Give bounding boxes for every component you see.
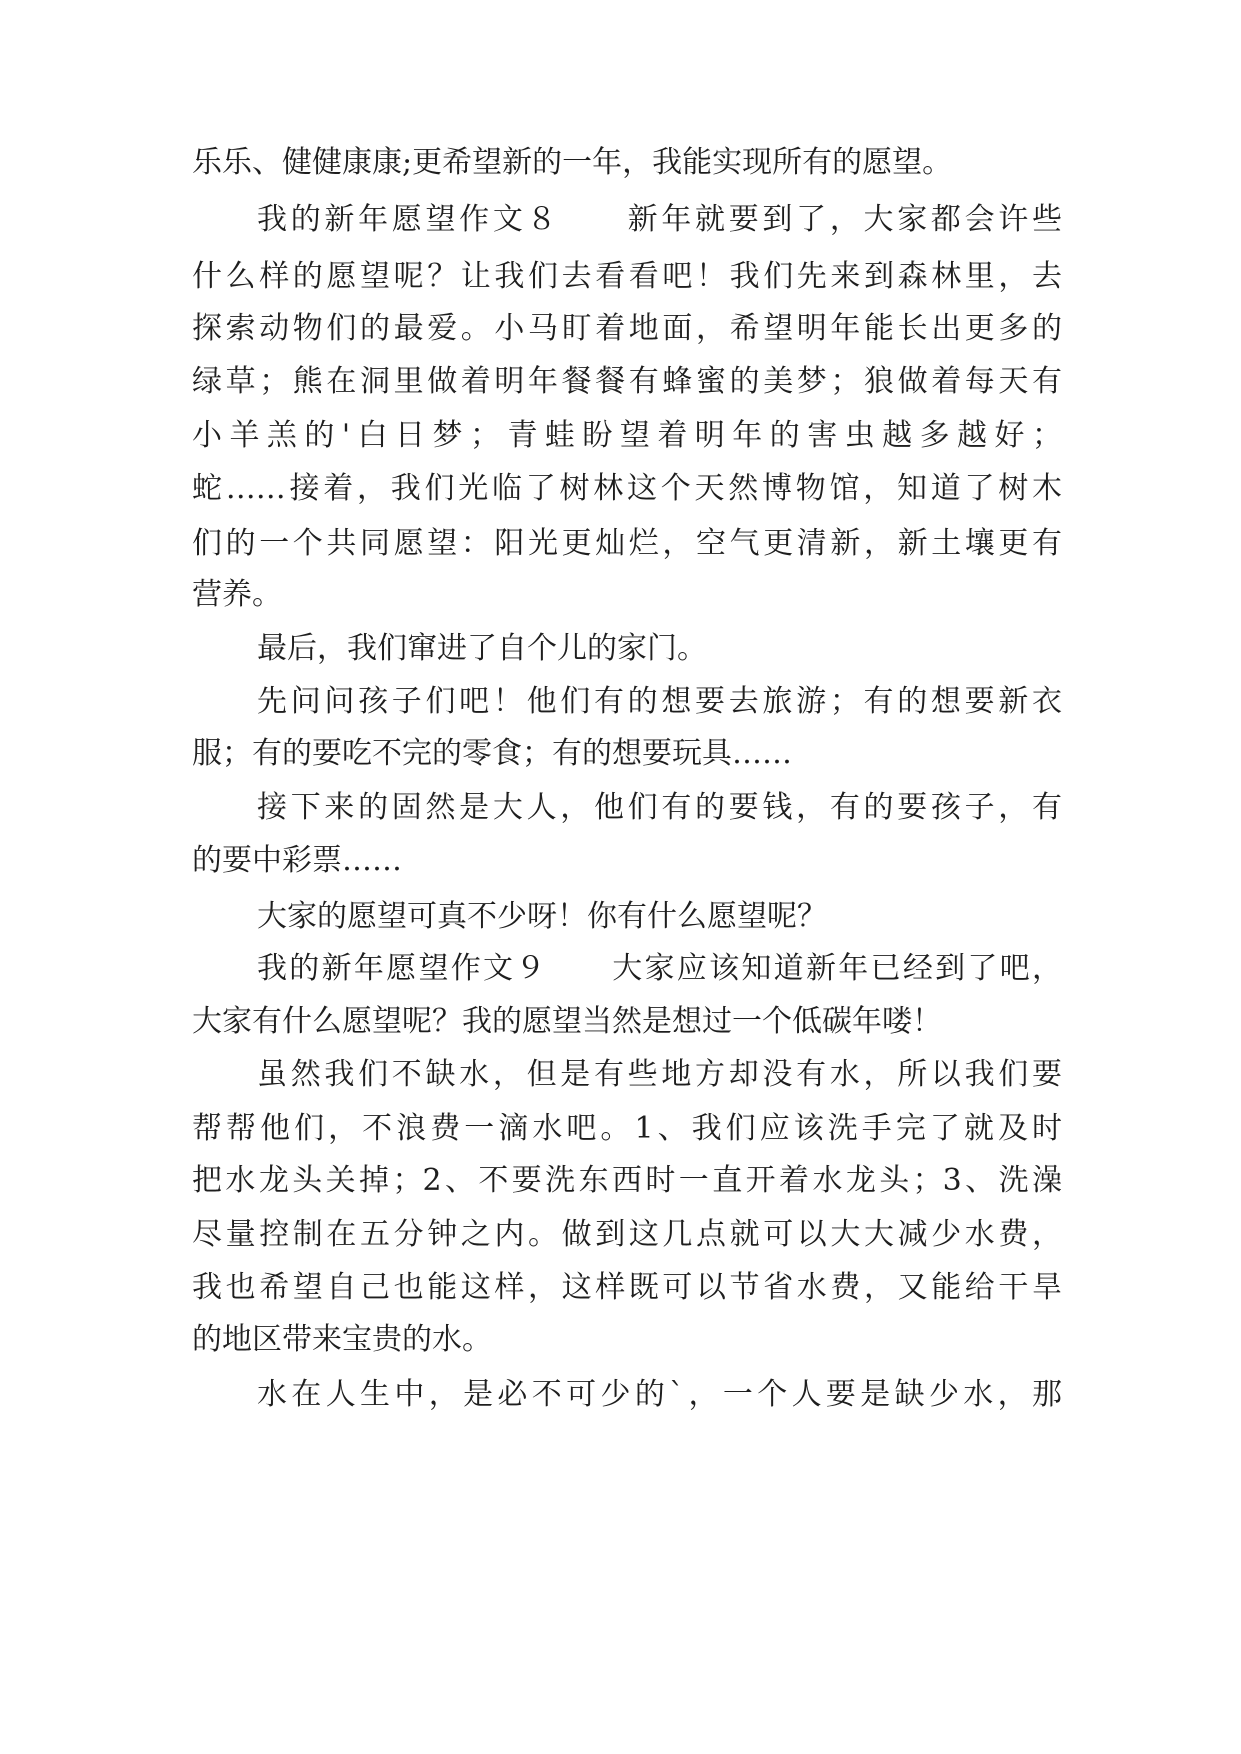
text-line: 最后，我们窜进了自个儿的家门。 [257,631,707,666]
text-line: 接下来的固然是大人，他们有的要钱，有的要孩子，有 [257,790,1062,825]
text-line: 大家的愿望可真不少呀！你有什么愿望呢？ [257,899,827,934]
text-line: 什么样的愿望呢？让我们去看看吧！我们先来到森林里，去 [192,259,1062,294]
text-line: 先问问孩子们吧！他们有的想要去旅游；有的想要新衣 [257,684,1062,719]
text-line: 把水龙头关掉；2、不要洗东西时一直开着水龙头；3、洗澡 [192,1163,1062,1198]
text-line: 探索动物们的最爱。小马盯着地面，希望明年能长出更多的 [192,311,1062,346]
text-line: 尽量控制在五分钟之内。做到这几点就可以大大减少水费， [192,1217,1062,1252]
text-line: 的地区带来宝贵的水。 [192,1322,492,1357]
text-line: 帮帮他们，不浪费一滴水吧。1、我们应该洗手完了就及时 [192,1111,1062,1146]
text-line: 虽然我们不缺水，但是有些地方却没有水，所以我们要 [257,1057,1062,1092]
text-line: 的要中彩票…… [192,843,402,878]
text-line: 小羊羔的'白日梦；青蛙盼望着明年的害虫越多越好； [192,418,1062,453]
text-line: 绿草；熊在洞里做着明年餐餐有蜂蜜的美梦；狼做着每天有 [192,364,1062,399]
text-line: 我的新年愿望作文８ 新年就要到了，大家都会许些 [257,202,1062,237]
text-line: 营养。 [192,577,282,612]
text-line: 们的一个共同愿望：阳光更灿烂，空气更清新，新土壤更有 [192,526,1062,561]
text-line: 蛇……接着，我们光临了树林这个天然博物馆，知道了树木 [192,471,1062,506]
text-line: 服；有的要吃不完的零食；有的想要玩具…… [192,736,792,771]
text-line: 我的新年愿望作文９ 大家应该知道新年已经到了吧， [257,951,1062,986]
text-line: 大家有什么愿望呢？我的愿望当然是想过一个低碳年喽！ [192,1004,942,1039]
text-line: 我也希望自己也能这样，这样既可以节省水费，又能给干旱 [192,1270,1062,1305]
text-line: 乐乐、健健康康;更希望新的一年，我能实现所有的愿望。 [192,145,953,180]
text-line: 水在人生中，是必不可少的`，一个人要是缺少水，那 [257,1377,1062,1412]
